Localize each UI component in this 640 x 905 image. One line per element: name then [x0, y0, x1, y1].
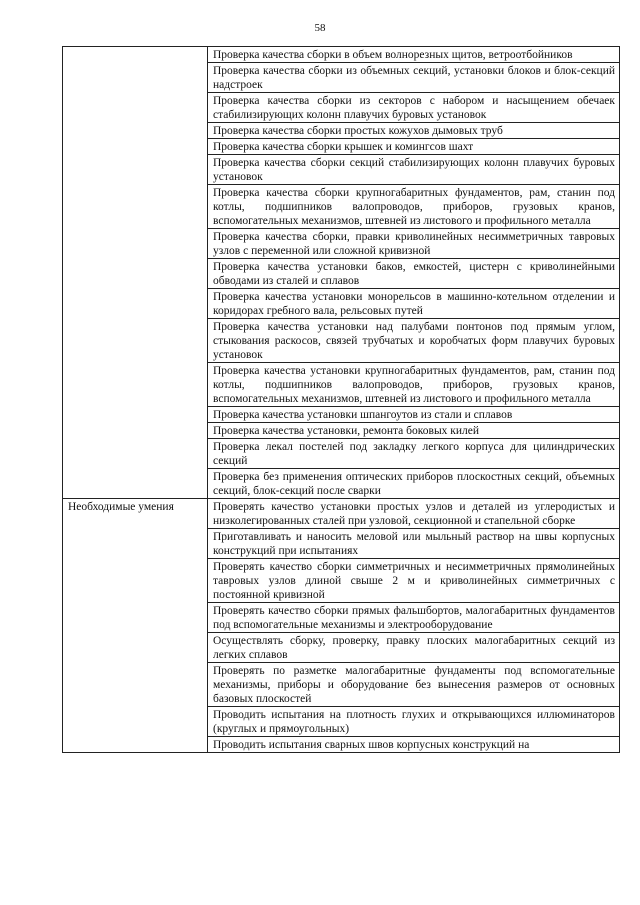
page-number: 58 [314, 22, 326, 34]
table-cell: Проверка качества сборки, правки криволинейных несимметричных тавровых узлов с переменной или сложной кривизной [208, 229, 620, 259]
table-cell: Проверка качества установки над палубами понтонов под прямым углом, стыкования раскосов, связей трубчатых и коробчатых форм плавучих буровых установок [208, 319, 620, 363]
table-cell: Проверка качества установки крупногабаритных фундаментов, рам, станин под котлы, подшипников валопроводов, приборов, грузовых кранов, вспомогательных механизмов, штевней из листового и профильного металла [208, 363, 620, 407]
table-row [63, 47, 620, 63]
table-cell: Проверять качество сборки симметричных и несимметричных прямолинейных тавровых узлов длиной свыше 2 м и криволинейных симметричных с постоянной кривизной [208, 559, 620, 603]
table-cell: Осуществлять сборку, проверку, правку плоских малогабаритных секций из легких сплавов [208, 633, 620, 663]
section-top-label [63, 47, 208, 499]
table-cell: Проверка лекал постелей под закладку легкого корпуса для цилиндрических секций [208, 439, 620, 469]
table-cell: Проверка качества сборки из объемных секций, установки блоков и блок-секций надстроек [208, 63, 620, 93]
table-cell: Проверка качества установки шпангоутов из стали и сплавов [208, 407, 620, 423]
table-cell: Проверка качества сборки в объем волнорезных щитов, ветроотбойников [208, 47, 620, 63]
table-cell: Проверять качество установки простых узлов и деталей из углеродистых и низколегированных сталей при узловой, секционной и стапельной сборке [208, 499, 620, 529]
table-cell: Проверка качества установки баков, емкостей, цистерн с криволинейными обводами из сталей и сплавов [208, 259, 620, 289]
table-cell: Проводить испытания на плотность глухих и открывающихся иллюминаторов (круглых и прямоугольных) [208, 707, 620, 737]
table-cell: Проверка качества установки монорельсов в машинно-котельном отделении и коридорах гребного вала, рельсовых путей [208, 289, 620, 319]
table-cell: Проверка качества сборки крупногабаритных фундаментов, рам, станин под котлы, подшипников валопроводов, приборов, грузовых кранов, вспомогательных механизмов, штевней из листового и профильного металла [208, 185, 620, 229]
table-cell: Проверка без применения оптических приборов плоскостных секций, объемных секций, блок-секций после сварки [208, 469, 620, 499]
table-row [63, 499, 620, 529]
table-cell: Проверять качество сборки прямых фальшбортов, малогабаритных фундаментов под вспомогательные механизмы и электрооборудование [208, 603, 620, 633]
table-cell: Проверка качества сборки простых кожухов дымовых труб [208, 123, 620, 139]
section-skills-label: Необходимые умения [63, 499, 208, 753]
requirements-table-body [63, 47, 620, 753]
table-cell: Проверять по разметке малогабаритные фундаменты под вспомогательные механизмы, приборы и оборудование без вынесения размеров от основных базовых плоскостей [208, 663, 620, 707]
table-cell: Проверка качества сборки секций стабилизирующих колонн плавучих буровых установок [208, 155, 620, 185]
table-cell: Проверка качества сборки из секторов с набором и насыщением обечаек стабилизирующих колонн плавучих буровых установок [208, 93, 620, 123]
table-cell: Приготавливать и наносить меловой или мыльный раствор на швы корпусных конструкций при испытаниях [208, 529, 620, 559]
requirements-table [62, 46, 620, 753]
table-cell: Проверка качества сборки крышек и комингсов шахт [208, 139, 620, 155]
table-cell: Проверка качества установки, ремонта боковых килей [208, 423, 620, 439]
table-cell: Проводить испытания сварных швов корпусных конструкций на [208, 737, 620, 753]
